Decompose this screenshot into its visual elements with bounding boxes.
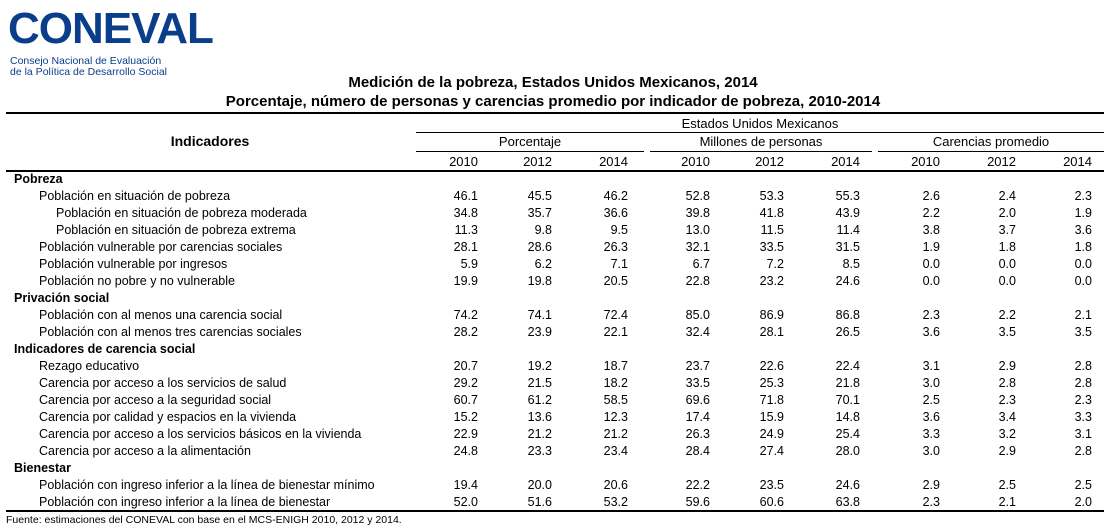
cell-value: 2.3 (922, 308, 940, 322)
table-row (0, 273, 1106, 290)
cell-value: 59.6 (685, 495, 710, 509)
cell-value: 8.5 (842, 257, 860, 271)
header-group-deprivations: Carencias promedio (932, 134, 1050, 149)
cell-value: 3.3 (922, 427, 940, 441)
cell-value: 23.2 (759, 274, 784, 288)
cell-value: 1.8 (998, 240, 1016, 254)
section-heading-row (0, 460, 1106, 477)
cell-value: 15.2 (453, 410, 478, 424)
table-row (0, 256, 1106, 273)
row-label: Población en situación de pobreza moderada (56, 206, 307, 220)
cell-value: 22.8 (685, 274, 710, 288)
section-heading: Privación social (14, 291, 110, 305)
cell-value: 2.6 (922, 189, 940, 203)
cell-value: 3.4 (998, 410, 1016, 424)
cell-value: 3.5 (1074, 325, 1092, 339)
cell-value: 2.9 (998, 444, 1016, 458)
cell-value: 2.3 (1074, 393, 1092, 407)
cell-value: 3.0 (922, 444, 940, 458)
cell-value: 3.6 (1074, 223, 1092, 237)
logo-wordmark: CONEVAL (8, 4, 213, 53)
table-row (0, 477, 1106, 494)
cell-value: 24.9 (759, 427, 784, 441)
cell-value: 34.8 (453, 206, 478, 220)
cell-value: 58.5 (603, 393, 628, 407)
cell-value: 28.1 (453, 240, 478, 254)
cell-value: 5.9 (460, 257, 478, 271)
cell-value: 2.0 (998, 206, 1016, 220)
section-heading-row (0, 290, 1106, 307)
cell-value: 53.3 (759, 189, 784, 203)
cell-value: 52.0 (453, 495, 478, 509)
row-label: Carencia por calidad y espacios en la vivienda (39, 410, 297, 424)
cell-value: 0.0 (998, 257, 1016, 271)
cell-value: 3.2 (998, 427, 1016, 441)
cell-value: 26.3 (603, 240, 628, 254)
cell-value: 2.5 (1074, 478, 1092, 492)
group-underline-millions (650, 151, 872, 152)
year-header: 2014 (599, 154, 628, 169)
cell-value: 23.7 (685, 359, 710, 373)
cell-value: 23.4 (603, 444, 628, 458)
cell-value: 2.4 (998, 189, 1016, 203)
cell-value: 20.6 (603, 478, 628, 492)
cell-value: 1.8 (1074, 240, 1092, 254)
year-header: 2012 (987, 154, 1016, 169)
cell-value: 13.6 (527, 410, 552, 424)
table-row (0, 324, 1106, 341)
table-row (0, 494, 1106, 511)
cell-value: 0.0 (922, 274, 940, 288)
cell-value: 36.6 (603, 206, 628, 220)
section-heading: Bienestar (14, 461, 71, 475)
table-row (0, 222, 1106, 239)
row-label: Población con al menos tres carencias sociales (39, 325, 302, 339)
cell-value: 32.1 (685, 240, 710, 254)
cell-value: 23.5 (759, 478, 784, 492)
cell-value: 0.0 (922, 257, 940, 271)
year-header: 2012 (755, 154, 784, 169)
year-header: 2014 (831, 154, 860, 169)
cell-value: 20.5 (603, 274, 628, 288)
year-header: 2010 (681, 154, 710, 169)
section-heading-row (0, 341, 1106, 358)
cell-value: 19.8 (527, 274, 552, 288)
cell-value: 33.5 (759, 240, 784, 254)
section-heading-row (0, 171, 1106, 188)
bottom-rule (6, 510, 1104, 512)
cell-value: 74.2 (453, 308, 478, 322)
row-label: Población con al menos una carencia social (39, 308, 283, 322)
header-group-percentage: Porcentaje (498, 134, 562, 149)
cell-value: 31.5 (835, 240, 860, 254)
row-label: Carencia por acceso a la alimentación (39, 444, 251, 458)
table-row (0, 409, 1106, 426)
cell-value: 3.8 (922, 223, 940, 237)
table-row (0, 239, 1106, 256)
cell-value: 29.2 (453, 376, 478, 390)
row-label: Carencia por acceso a los servicios básicos en la vivienda (39, 427, 362, 441)
cell-value: 2.9 (922, 478, 940, 492)
cell-value: 0.0 (1074, 274, 1092, 288)
cell-value: 39.8 (685, 206, 710, 220)
table-row (0, 443, 1106, 460)
year-header: 2012 (523, 154, 552, 169)
cell-value: 3.0 (922, 376, 940, 390)
group-underline-percentage (416, 151, 644, 152)
cell-value: 28.0 (835, 444, 860, 458)
row-label: Carencia por acceso a la seguridad social (39, 393, 272, 407)
coneval-logo (8, 4, 213, 78)
cell-value: 26.5 (835, 325, 860, 339)
row-label: Población vulnerable por carencias sociales (39, 240, 283, 254)
cell-value: 19.2 (527, 359, 552, 373)
table-row (0, 392, 1106, 409)
cell-value: 24.8 (453, 444, 478, 458)
table-row (0, 188, 1106, 205)
cell-value: 7.2 (766, 257, 784, 271)
cell-value: 17.4 (685, 410, 710, 424)
cell-value: 3.6 (922, 410, 940, 424)
cell-value: 41.8 (759, 206, 784, 220)
cell-value: 3.1 (922, 359, 940, 373)
cell-value: 46.1 (453, 189, 478, 203)
cell-value: 6.2 (534, 257, 552, 271)
cell-value: 32.4 (685, 325, 710, 339)
cell-value: 2.5 (922, 393, 940, 407)
cell-value: 52.8 (685, 189, 710, 203)
source-footnote: Fuente: estimaciones del CONEVAL con base en el MCS-ENIGH 2010, 2012 y 2014. (6, 514, 402, 526)
row-label: Población no pobre y no vulnerable (39, 274, 235, 288)
row-label: Población con ingreso inferior a la línea de bienestar mínimo (39, 478, 375, 492)
cell-value: 15.9 (759, 410, 784, 424)
row-label: Población en situación de pobreza (39, 189, 231, 203)
cell-value: 26.3 (685, 427, 710, 441)
cell-value: 45.5 (527, 189, 552, 203)
cell-value: 2.9 (998, 359, 1016, 373)
row-label: Rezago educativo (39, 359, 140, 373)
cell-value: 13.0 (685, 223, 710, 237)
row-label: Carencia por acceso a los servicios de salud (39, 376, 287, 390)
cell-value: 7.1 (610, 257, 628, 271)
row-label: Población con ingreso inferior a la línea de bienestar (39, 495, 331, 509)
table-row (0, 205, 1106, 222)
cell-value: 2.1 (998, 495, 1016, 509)
cell-value: 2.3 (922, 495, 940, 509)
cell-value: 11.4 (836, 223, 860, 237)
cell-value: 2.5 (998, 478, 1016, 492)
cell-value: 21.5 (527, 376, 552, 390)
cell-value: 69.6 (685, 393, 710, 407)
cell-value: 53.2 (603, 495, 628, 509)
cell-value: 28.2 (453, 325, 478, 339)
table-row (0, 358, 1106, 375)
country-underline (416, 132, 1104, 133)
cell-value: 25.3 (759, 376, 784, 390)
cell-value: 23.3 (527, 444, 552, 458)
header-group-millions: Millones de personas (699, 134, 823, 149)
cell-value: 60.7 (453, 393, 478, 407)
year-header: 2010 (449, 154, 478, 169)
year-header: 2010 (911, 154, 940, 169)
table-title: Medición de la pobreza, Estados Unidos Mexicanos, 2014 (348, 74, 758, 91)
year-header: 2014 (1063, 154, 1092, 169)
cell-value: 9.5 (610, 223, 628, 237)
cell-value: 35.7 (527, 206, 552, 220)
group-underline-deprivations (878, 151, 1104, 152)
cell-value: 19.9 (453, 274, 478, 288)
row-label: Población en situación de pobreza extrema (56, 223, 296, 237)
section-heading: Indicadores de carencia social (14, 342, 196, 356)
cell-value: 14.8 (835, 410, 860, 424)
cell-value: 22.9 (453, 427, 478, 441)
cell-value: 74.1 (527, 308, 552, 322)
cell-value: 18.7 (603, 359, 628, 373)
table-row (0, 375, 1106, 392)
cell-value: 2.8 (1074, 376, 1092, 390)
cell-value: 2.3 (1074, 189, 1092, 203)
cell-value: 86.8 (835, 308, 860, 322)
cell-value: 0.0 (998, 274, 1016, 288)
cell-value: 2.2 (998, 308, 1016, 322)
cell-value: 3.5 (998, 325, 1016, 339)
cell-value: 28.4 (685, 444, 710, 458)
cell-value: 61.2 (527, 393, 552, 407)
cell-value: 2.8 (998, 376, 1016, 390)
cell-value: 3.3 (1074, 410, 1092, 424)
cell-value: 22.2 (685, 478, 710, 492)
cell-value: 46.2 (603, 189, 628, 203)
table-row (0, 307, 1106, 324)
table-subtitle: Porcentaje, número de personas y carencias promedio por indicador de pobreza, 2010-2014 (225, 93, 881, 110)
cell-value: 63.8 (835, 495, 860, 509)
top-rule (6, 112, 1104, 114)
cell-value: 19.4 (453, 478, 478, 492)
cell-value: 24.6 (835, 478, 860, 492)
cell-value: 22.4 (835, 359, 860, 373)
cell-value: 71.8 (759, 393, 784, 407)
cell-value: 3.1 (1074, 427, 1092, 441)
cell-value: 2.8 (1074, 359, 1092, 373)
cell-value: 22.6 (759, 359, 784, 373)
cell-value: 2.2 (922, 206, 940, 220)
cell-value: 3.6 (922, 325, 940, 339)
cell-value: 0.0 (1074, 257, 1092, 271)
header-country: Estados Unidos Mexicanos (681, 116, 839, 131)
cell-value: 21.2 (527, 427, 552, 441)
cell-value: 21.2 (603, 427, 628, 441)
row-label: Población vulnerable por ingresos (39, 257, 228, 271)
cell-value: 55.3 (835, 189, 860, 203)
cell-value: 25.4 (835, 427, 860, 441)
cell-value: 2.3 (998, 393, 1016, 407)
cell-value: 60.6 (759, 495, 784, 509)
cell-value: 11.3 (454, 223, 478, 237)
cell-value: 28.1 (759, 325, 784, 339)
cell-value: 12.3 (603, 410, 628, 424)
section-heading: Pobreza (14, 172, 63, 186)
logo-subtitle-line2: de la Política de Desarrollo Social (10, 66, 167, 78)
cell-value: 43.9 (835, 206, 860, 220)
cell-value: 2.0 (1074, 495, 1092, 509)
cell-value: 1.9 (1074, 206, 1092, 220)
cell-value: 51.6 (527, 495, 552, 509)
cell-value: 22.1 (603, 325, 628, 339)
cell-value: 18.2 (603, 376, 628, 390)
cell-value: 9.8 (534, 223, 552, 237)
cell-value: 6.7 (692, 257, 710, 271)
cell-value: 85.0 (685, 308, 710, 322)
header-indicators: Indicadores (170, 133, 250, 149)
cell-value: 28.6 (527, 240, 552, 254)
cell-value: 24.6 (835, 274, 860, 288)
table-row (0, 426, 1106, 443)
cell-value: 72.4 (603, 308, 628, 322)
cell-value: 2.1 (1074, 308, 1092, 322)
cell-value: 1.9 (922, 240, 940, 254)
cell-value: 86.9 (759, 308, 784, 322)
cell-value: 33.5 (685, 376, 710, 390)
cell-value: 70.1 (835, 393, 860, 407)
cell-value: 11.5 (760, 223, 784, 237)
cell-value: 2.8 (1074, 444, 1092, 458)
cell-value: 23.9 (527, 325, 552, 339)
cell-value: 21.8 (835, 376, 860, 390)
cell-value: 20.0 (527, 478, 552, 492)
cell-value: 20.7 (453, 359, 478, 373)
cell-value: 3.7 (998, 223, 1016, 237)
cell-value: 27.4 (759, 444, 784, 458)
logo-subtitle-line1: Consejo Nacional de Evaluación (10, 55, 162, 67)
